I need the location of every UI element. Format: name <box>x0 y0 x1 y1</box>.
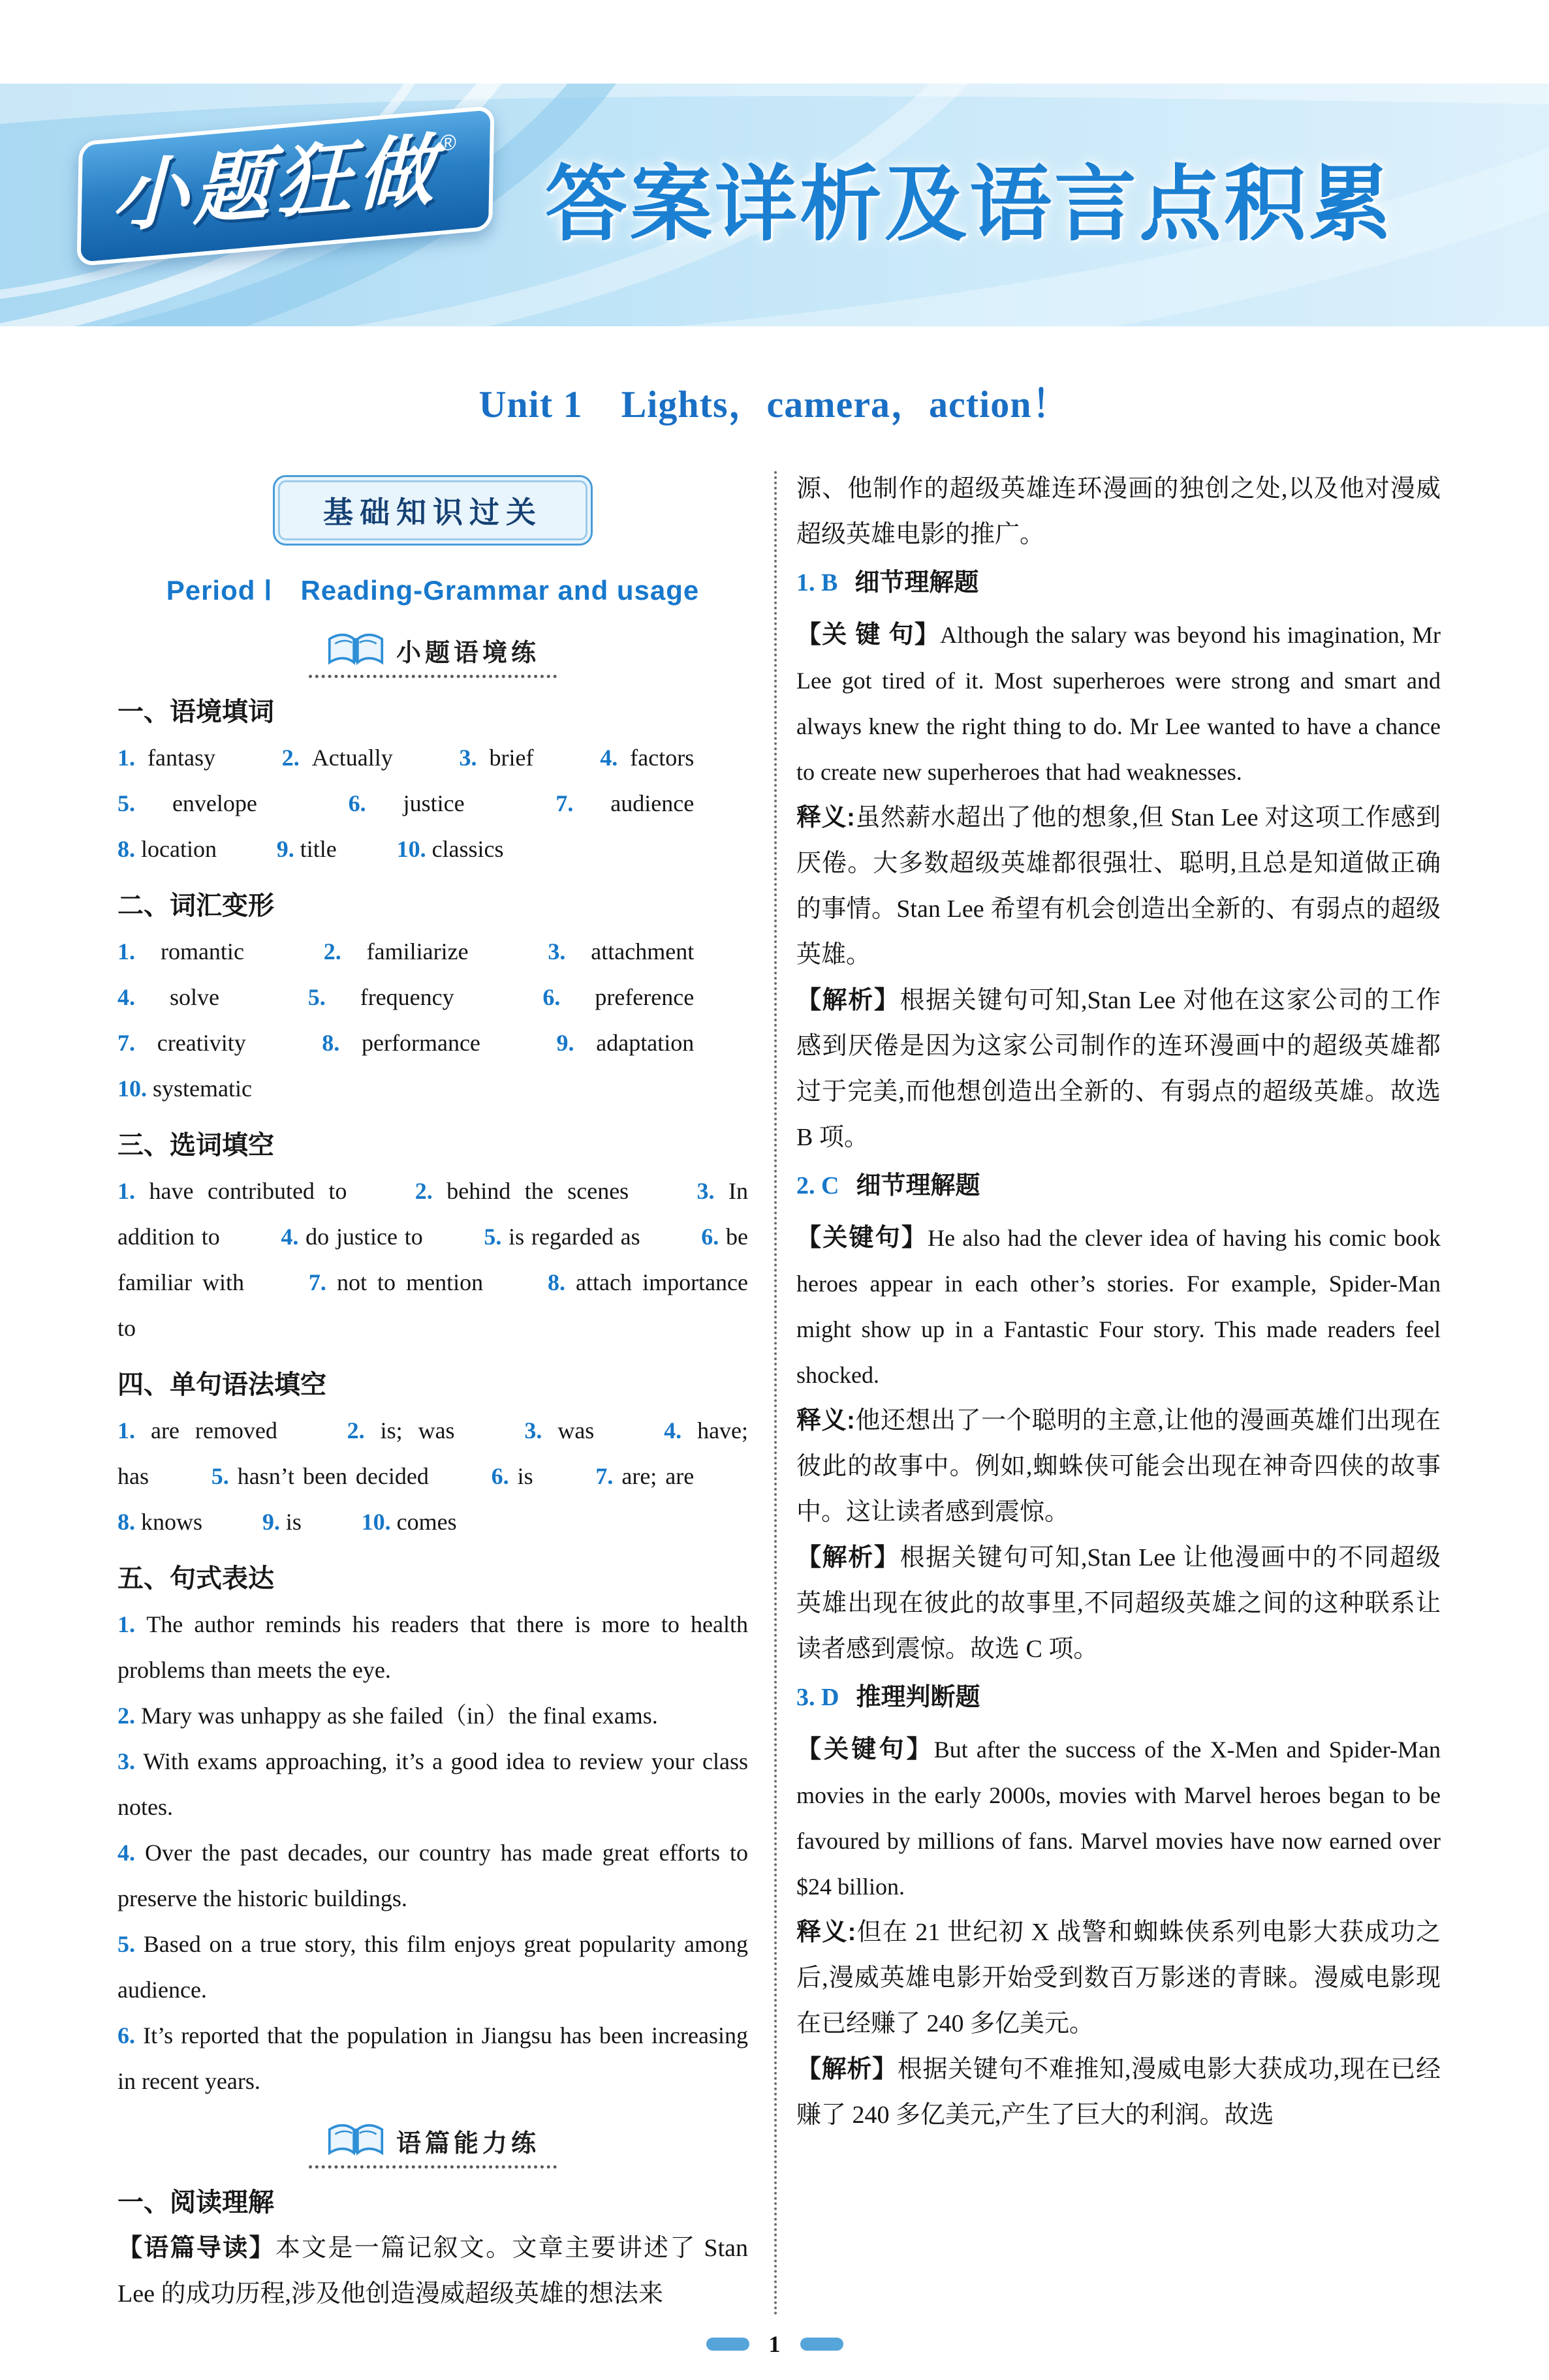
right-column <box>796 466 1441 2317</box>
part3-answers <box>117 1168 748 1351</box>
key-sentence-label: 【关 键 句】 <box>796 621 941 649</box>
period-heading: Period Ⅰ Reading-Grammar and usage <box>166 575 700 606</box>
subsection-label-text: 语篇能力练 <box>396 2130 540 2157</box>
key-sentence-paragraph <box>796 1215 1441 1398</box>
answer-sentence <box>117 1601 748 1693</box>
answer-text: frequency <box>325 984 454 1010</box>
answer-item <box>117 1509 202 1535</box>
answer-number: 10. <box>117 1075 147 1102</box>
answer-text: factors <box>618 745 695 771</box>
answer-number: 1. <box>117 745 135 771</box>
analysis-paragraph <box>796 1535 1441 1672</box>
answer-number: 5. <box>117 1931 135 1957</box>
question-head <box>796 560 1441 611</box>
answer-text: solve <box>135 984 219 1010</box>
answer-number: 6. <box>701 1224 719 1250</box>
part4-heading: 四、单句语法填空 <box>117 1370 326 1399</box>
answer-text: title <box>294 836 337 862</box>
left-column <box>117 466 748 2317</box>
answer-number: 6. <box>491 1463 509 1489</box>
answer-number: 4. <box>117 1840 135 1866</box>
part5-heading: 五、句式表达 <box>117 1564 274 1593</box>
answer-sentence <box>117 1921 748 2013</box>
unit-title: Unit 1 Lights，camera，action！ <box>478 383 1071 425</box>
answer-item <box>117 1030 246 1056</box>
answer-item <box>308 984 454 1010</box>
answer-item <box>600 745 694 771</box>
question-type-tag: 细节理解题 <box>856 1172 980 1199</box>
part2-heading: 二、词汇变形 <box>117 891 274 920</box>
passage-guide-label: 【语篇导读】 <box>117 2234 275 2262</box>
question-head <box>796 1675 1441 1725</box>
answer-number: 8. <box>117 1509 135 1535</box>
answer-number: 2. <box>117 1703 135 1729</box>
part1-answers <box>117 735 748 872</box>
answer-text: is; was <box>364 1417 455 1444</box>
answer-item <box>117 836 217 862</box>
answer-text: Mary was unhappy as she failed（in）the final exams. <box>135 1703 658 1729</box>
answer-number: 8. <box>117 836 135 862</box>
answer-item <box>117 984 219 1010</box>
part5-answers <box>117 1601 748 2104</box>
answer-item <box>277 836 337 862</box>
answer-text: have; has <box>117 1417 749 1489</box>
answer-number: 4. <box>117 984 135 1010</box>
answer-item <box>322 1030 480 1056</box>
column-divider <box>774 471 777 2317</box>
analysis-text: 根据关键句可知,Stan Lee 让他漫画中的不同超级英雄出现在彼此的故事里,不同超级英雄之间的这种联系让读者感到震惊。故选 C 项。 <box>796 1544 1441 1663</box>
answer-sentence <box>117 1693 748 1739</box>
answer-text: fantasy <box>135 745 215 771</box>
answer-number: 8. <box>322 1030 340 1056</box>
answer-item <box>347 1417 455 1444</box>
answer-number: 6. <box>117 2022 135 2048</box>
answer-number: 7. <box>117 1030 135 1056</box>
answer-item <box>262 1509 302 1535</box>
answer-item <box>415 1178 629 1204</box>
answer-number: 5. <box>117 790 135 816</box>
answer-text: is <box>509 1463 533 1489</box>
answer-number: 5. <box>484 1224 502 1250</box>
answer-item <box>556 1030 694 1056</box>
passage-guide-text: 本文是一篇记叙文。文章主要讲述了 Stan Lee 的成功历程,涉及他创造漫威超级英雄的想法来 <box>117 2234 748 2308</box>
translation-text: 虽然薪水超出了他的想象,但 Stan Lee 对这项工作感到厌倦。大多数超级英雄都很强壮、聪明,且总是知道做正确的事情。Stan Lee 希望有机会创造出全新的、有弱点的超级英雄。 <box>796 804 1441 968</box>
answer-item <box>555 790 694 816</box>
answer-text: creativity <box>135 1030 246 1056</box>
answer-text: behind the scenes <box>432 1178 629 1204</box>
key-sentence-label: 【关键句】 <box>796 1224 928 1252</box>
page-title: 答案详析及语言点积累 <box>545 158 1394 251</box>
answer-sentence <box>117 2013 748 2104</box>
answer-text: justice <box>366 790 465 816</box>
answer-sentence <box>117 1830 748 1921</box>
answer-number: 3. <box>459 745 477 771</box>
answer-item <box>117 1178 347 1204</box>
answer-text: was <box>542 1417 595 1444</box>
answer-text: romantic <box>135 938 244 965</box>
answer-text: have contributed to <box>135 1178 347 1204</box>
question-number-answer: 3. D <box>796 1684 839 1711</box>
answer-item <box>460 745 534 771</box>
answer-text: In addition to <box>117 1178 748 1250</box>
translation-paragraph <box>796 1398 1441 1535</box>
answer-item <box>324 938 469 965</box>
key-sentence-paragraph <box>796 612 1441 795</box>
answer-text: preference <box>560 984 695 1010</box>
answer-number: 10. <box>361 1509 391 1535</box>
answer-number: 2. <box>415 1178 433 1204</box>
answer-number: 8. <box>547 1269 565 1295</box>
answer-number: 2. <box>347 1417 365 1444</box>
brand-logo-text: 小题狂做 <box>110 127 441 242</box>
answer-number: 9. <box>276 836 294 862</box>
answer-number: 9. <box>556 1030 574 1056</box>
answer-text: familiarize <box>341 938 469 965</box>
translation-label: 释义: <box>796 1919 856 1946</box>
answer-sentence <box>117 1739 748 1830</box>
answer-item <box>281 1224 422 1250</box>
open-book-icon <box>326 630 386 668</box>
answer-text: attachment <box>565 938 695 965</box>
page-header-banner <box>0 84 1549 326</box>
answer-item <box>117 1075 252 1102</box>
answer-text: Based on a true story, this film enjoys great popularity among audience. <box>117 1931 748 2003</box>
answer-number: 4. <box>281 1224 299 1250</box>
answer-item <box>548 938 694 965</box>
answer-item <box>484 1224 640 1250</box>
page-number-pill-right <box>800 2338 843 2351</box>
answer-number: 6. <box>348 790 366 816</box>
question-1-analysis <box>796 560 1441 1160</box>
answer-text: It’s reported that the population in Jiangsu has been increasing in recent years. <box>117 2022 748 2094</box>
answer-text: Actually <box>299 745 393 771</box>
answer-item <box>117 790 257 816</box>
answer-text: classics <box>426 836 504 862</box>
answer-item <box>117 745 215 771</box>
translation-label: 释义: <box>796 804 855 831</box>
subsection-label-context-practice <box>309 630 557 678</box>
answer-item <box>542 984 694 1010</box>
question-3-analysis <box>796 1675 1441 2138</box>
answer-item <box>211 1463 429 1489</box>
analysis-paragraph <box>796 978 1441 1160</box>
answer-text: is <box>279 1509 302 1535</box>
answer-number: 7. <box>555 790 574 816</box>
answer-item <box>282 745 393 771</box>
translation-text: 他还想出了一个聪明的主意,让他的漫画英雄们出现在彼此的故事中。例如,蜘蛛侠可能会出现在神奇四侠的故事中。这让读者感到震惊。 <box>796 1407 1441 1526</box>
answer-text: location <box>135 836 217 862</box>
translation-paragraph <box>796 795 1441 978</box>
translation-text: 但在 21 世纪初 X 战警和蜘蛛侠系列电影大获成功之后,漫威英雄电影开始受到数百万影迷的青睐。漫威电影现在已经赚了 240 多亿美元。 <box>796 1919 1441 2037</box>
answer-item <box>397 836 504 862</box>
answer-text: audience <box>573 790 695 816</box>
answer-text: Over the past decades, our country has made great efforts to preserve the historic buildings. <box>117 1840 748 1911</box>
part2-answers <box>117 929 748 1111</box>
question-type-tag: 推理判断题 <box>856 1684 980 1711</box>
carryover-text: 源、他制作的超级英雄连环漫画的独创之处,以及他对漫威超级英雄电影的推广。 <box>796 475 1441 548</box>
answer-text: With exams approaching, it’s a good idea to review your class notes. <box>117 1748 748 1820</box>
answer-text: envelope <box>135 790 257 816</box>
answer-number: 1. <box>117 1417 135 1444</box>
answer-text: is regarded as <box>501 1224 640 1250</box>
question-type-tag: 细节理解题 <box>854 569 979 596</box>
question-number-answer: 2. C <box>796 1172 839 1199</box>
answer-text: not to mention <box>326 1269 484 1295</box>
key-sentence-paragraph <box>796 1727 1441 1909</box>
answer-text: knows <box>135 1509 203 1535</box>
question-2-analysis <box>796 1163 1441 1672</box>
answer-number: 10. <box>396 836 426 862</box>
answer-number: 5. <box>307 984 326 1010</box>
answer-text: hasn’t been decided <box>228 1463 429 1489</box>
answer-number: 6. <box>542 984 561 1010</box>
part1-heading: 一、语境填词 <box>117 698 274 726</box>
page-number: 1 <box>768 2331 781 2357</box>
two-column-content <box>117 466 1441 2317</box>
registered-mark-icon: ® <box>439 129 457 157</box>
answer-number: 3. <box>548 938 566 965</box>
answer-item <box>349 790 465 816</box>
answer-number: 7. <box>595 1463 614 1489</box>
answer-text: attach importance to <box>117 1269 748 1341</box>
answer-item <box>524 1417 594 1444</box>
open-book-icon <box>326 2121 386 2159</box>
answer-number: 3. <box>696 1178 715 1204</box>
key-sentence-text: Although the salary was beyond his imagination, Mr Lee got tired of it. Most superheroes were strong and smart and always knew the right thing to do. Mr Lee wanted to have a chance to create new superheroes that had weaknesses. <box>796 622 1441 785</box>
answer-text: systematic <box>147 1075 252 1102</box>
answer-text: The author reminds his readers that there is more to health problems than meets the eye. <box>117 1611 748 1683</box>
key-sentence-label: 【关键句】 <box>796 1736 934 1763</box>
answer-item <box>117 1417 277 1444</box>
analysis-label: 【解析】 <box>796 987 900 1014</box>
carryover-paragraph <box>796 466 1441 557</box>
answer-number: 2. <box>281 745 300 771</box>
analysis-label: 【解析】 <box>796 1544 900 1571</box>
answer-number: 3. <box>524 1417 542 1444</box>
answer-item <box>309 1269 483 1295</box>
answer-number: 1. <box>117 1611 135 1637</box>
question-number-answer: 1. B <box>796 569 838 596</box>
page-number-pill-left <box>706 2338 749 2351</box>
subsection-label-passage-practice <box>309 2121 557 2169</box>
analysis-label: 【解析】 <box>796 2056 898 2083</box>
answer-number: 5. <box>211 1463 229 1489</box>
page-footer <box>0 2330 1549 2358</box>
analysis-text: 根据关键句可知,Stan Lee 对他在这家公司的工作感到厌倦是因为这家公司制作的连环漫画中的超级英雄都过于完美,而他想创造出全新的、有弱点的超级英雄。故选 B 项。 <box>796 987 1441 1151</box>
answer-text: comes <box>390 1509 457 1535</box>
section-badge-label: 基础知识过关 <box>323 495 542 529</box>
reading-intro-paragraph <box>117 2225 748 2317</box>
answer-number: 1. <box>117 938 135 965</box>
key-sentence-text: He also had the clever idea of having his comic book heroes appear in each other’s stories. For example, Spider-Man might show up in a Fantastic Four story. This made readers feel shocked. <box>796 1225 1441 1388</box>
answer-text: adaptation <box>574 1030 695 1056</box>
answer-text: are; are <box>613 1463 695 1489</box>
answer-number: 4. <box>600 745 618 771</box>
answer-item <box>362 1509 457 1535</box>
analysis-paragraph <box>796 2047 1441 2138</box>
analysis-text: 根据关键句不难推知,漫威电影大获成功,现在已经赚了 240 多亿美元,产生了巨大的利润。故选 <box>796 2056 1441 2129</box>
subsection-label-text: 小题语境练 <box>396 640 540 667</box>
answer-number: 2. <box>323 938 341 965</box>
answer-number: 9. <box>262 1509 280 1535</box>
answer-text: brief <box>477 745 534 771</box>
answer-item <box>595 1463 694 1489</box>
part4-answers <box>117 1408 748 1545</box>
section-badge <box>273 475 593 546</box>
answer-text: performance <box>339 1030 480 1056</box>
part3-heading: 三、选词填空 <box>117 1131 274 1160</box>
answer-text: be familiar with <box>117 1224 748 1295</box>
answer-number: 3. <box>117 1748 135 1774</box>
translation-label: 释义: <box>796 1407 855 1434</box>
reading-heading: 一、阅读理解 <box>117 2188 274 2217</box>
answer-text: are removed <box>135 1417 277 1444</box>
answer-number: 7. <box>308 1269 326 1295</box>
answer-text: do justice to <box>298 1224 423 1250</box>
question-head <box>796 1163 1441 1214</box>
answer-item <box>117 938 244 965</box>
answer-item <box>492 1463 533 1489</box>
answer-number: 1. <box>117 1178 135 1204</box>
key-sentence-text: But after the success of the X-Men and Spider-Man movies in the early 2000s, movies with Marvel heroes began to be favoured by millions of fans. Marvel movies have now earned over $24 billion. <box>796 1737 1441 1900</box>
translation-paragraph <box>796 1909 1441 2047</box>
answer-number: 4. <box>664 1417 682 1444</box>
